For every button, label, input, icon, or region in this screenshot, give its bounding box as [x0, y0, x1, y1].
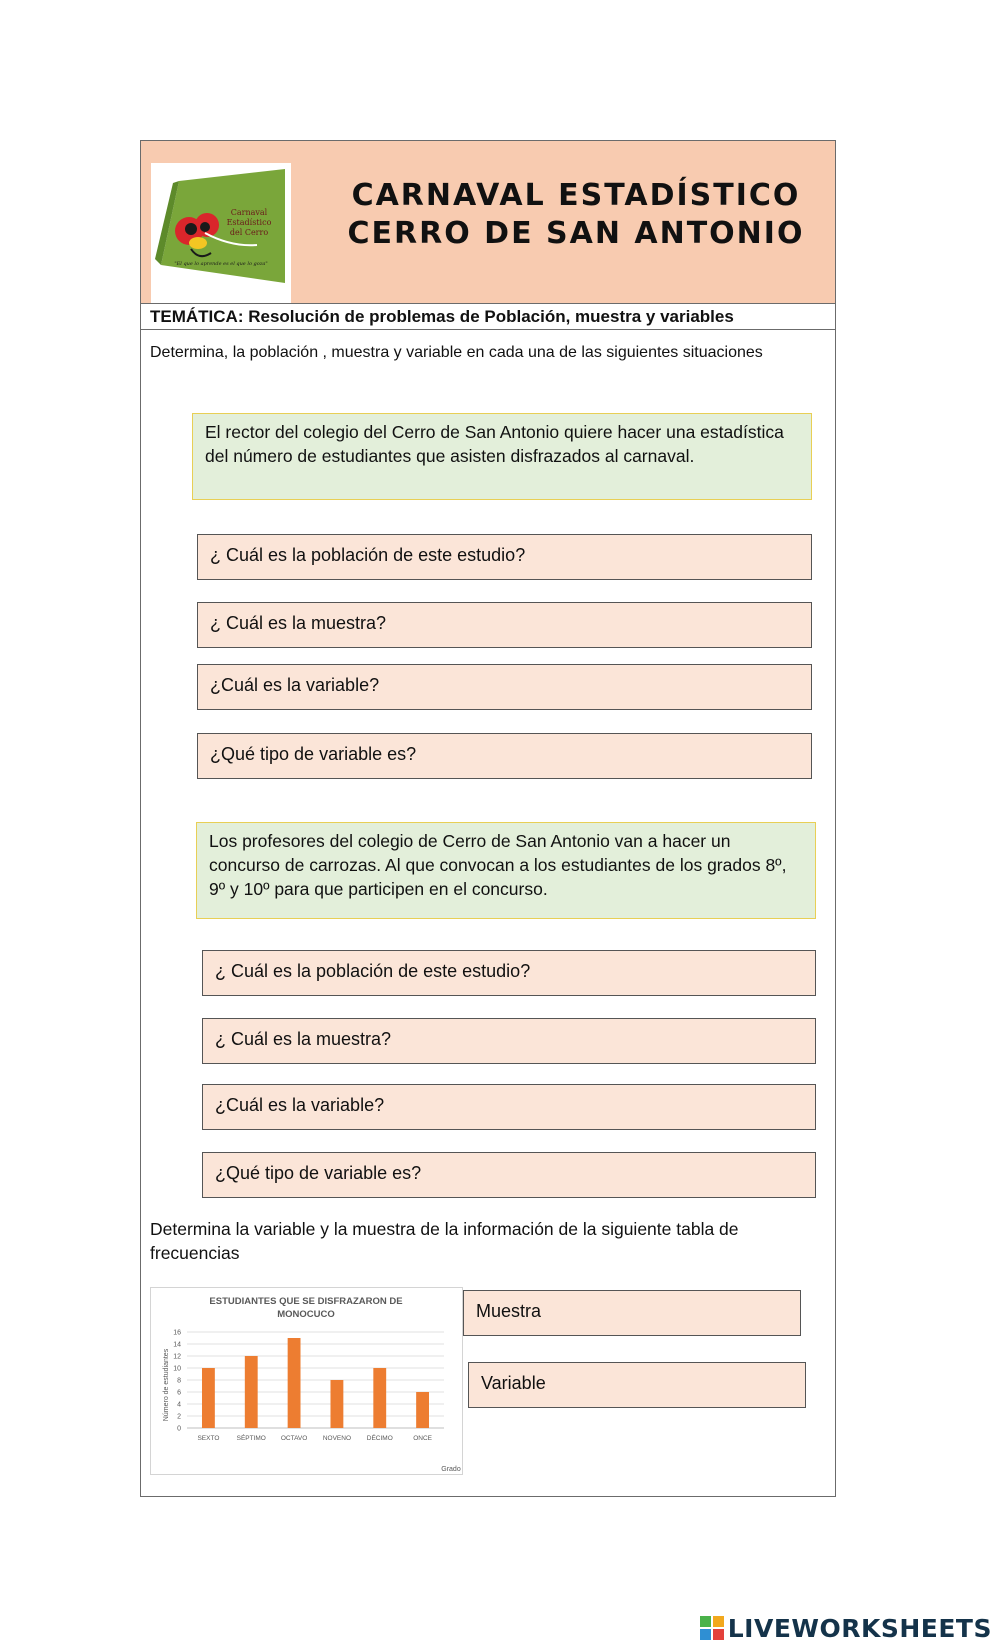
chart-bar-octavo — [288, 1338, 301, 1428]
carnival-logo — [151, 163, 291, 303]
svg-text:"El que lo aprende es el que l: "El que lo aprende es el que lo goza" — [174, 261, 268, 267]
svg-text:Carnaval: Carnaval — [230, 208, 268, 217]
situation-1-variable-field[interactable]: ¿Cuál es la variable? — [197, 664, 812, 710]
instruction-1: Determina, la población , muestra y variable en cada una de las siguientes situaciones — [150, 344, 763, 361]
chart-y-tick-label: 0 — [177, 1425, 181, 1433]
chart-y-tick-label: 12 — [173, 1353, 181, 1361]
topic-heading: TEMÁTICA: Resolución de problemas de Población, muestra y variables — [141, 304, 835, 330]
chart-y-tick-label: 6 — [177, 1389, 181, 1397]
chart-x-axis-label: Grado — [441, 1466, 461, 1473]
title-line-1: CARNAVAL ESTADÍSTICO — [351, 178, 801, 213]
liveworksheets-logo — [700, 1613, 992, 1643]
variable-answer-field[interactable]: Variable — [468, 1362, 806, 1408]
chart-x-tick-label: NOVENO — [322, 1435, 352, 1442]
page-title — [331, 177, 821, 253]
situation-1-box: El rector del colegio del Cerro de San Antonio quiere hacer una estadística del número de estudiantes que asisten disfrazados al carnaval. — [192, 413, 812, 500]
title-line-2: CERRO DE SAN ANTONIO — [347, 216, 805, 251]
chart-x-tick-label: SÉPTIMO — [236, 1435, 266, 1442]
chart-title-line-2: MONOCUCO — [277, 1309, 335, 1320]
chart-title-line-1: ESTUDIANTES QUE SE DISFRAZARON DE — [209, 1296, 403, 1307]
header-banner — [141, 141, 835, 304]
bar-chart — [150, 1287, 463, 1475]
chart-x-tick-label: DÉCIMO — [366, 1435, 393, 1442]
chart-bar-noveno — [330, 1380, 343, 1428]
chart-bar-séptimo — [245, 1356, 258, 1428]
chart-bar-décimo — [373, 1368, 386, 1428]
situation-2-population-field[interactable]: ¿ Cuál es la población de este estudio? — [202, 950, 816, 996]
svg-text:Estadístico: Estadístico — [226, 218, 272, 227]
chart-y-tick-label: 10 — [173, 1365, 181, 1373]
muestra-answer-field[interactable]: Muestra — [463, 1290, 801, 1336]
situation-2-sample-field[interactable]: ¿ Cuál es la muestra? — [202, 1018, 816, 1064]
situation-1-variable-type-field[interactable]: ¿Qué tipo de variable es? — [197, 733, 812, 779]
svg-text:del Cerro: del Cerro — [229, 228, 269, 237]
bar-chart-svg — [151, 1288, 462, 1474]
chart-y-tick-label: 14 — [173, 1341, 181, 1349]
chart-x-tick-label: OCTAVO — [280, 1435, 308, 1442]
situation-2-variable-type-field[interactable]: ¿Qué tipo de variable es? — [202, 1152, 816, 1198]
chart-y-tick-label: 2 — [177, 1413, 181, 1421]
chart-x-tick-label: SEXTO — [197, 1435, 220, 1442]
chart-bar-once — [416, 1392, 429, 1428]
chart-x-tick-label: ONCE — [413, 1435, 432, 1442]
instruction-2: Determina la variable y la muestra de la información de la siguiente tabla de frecuencias — [150, 1219, 739, 1263]
worksheet — [140, 140, 836, 1497]
chart-bar-sexto — [202, 1368, 215, 1428]
situation-1-sample-field[interactable]: ¿ Cuál es la muestra? — [197, 602, 812, 648]
situation-2-variable-field[interactable]: ¿Cuál es la variable? — [202, 1084, 816, 1130]
liveworksheets-icon — [700, 1616, 724, 1640]
chart-y-tick-label: 16 — [173, 1329, 181, 1337]
chart-y-tick-label: 8 — [177, 1377, 181, 1385]
chart-y-tick-label: 4 — [177, 1401, 181, 1409]
brand-name: LIVEWORKSHEETS — [727, 1613, 992, 1643]
situation-2-box: Los profesores del colegio de Cerro de San Antonio van a hacer un concurso de carrozas. Al que convocan a los estudiantes de los grados 8º, 9º y 10º para que participen en el concurso. — [196, 822, 816, 919]
chart-y-axis-label: Número de estudiantes — [163, 1348, 170, 1422]
situation-1-population-field[interactable]: ¿ Cuál es la población de este estudio? — [197, 534, 812, 580]
logo-graphic — [151, 163, 291, 303]
